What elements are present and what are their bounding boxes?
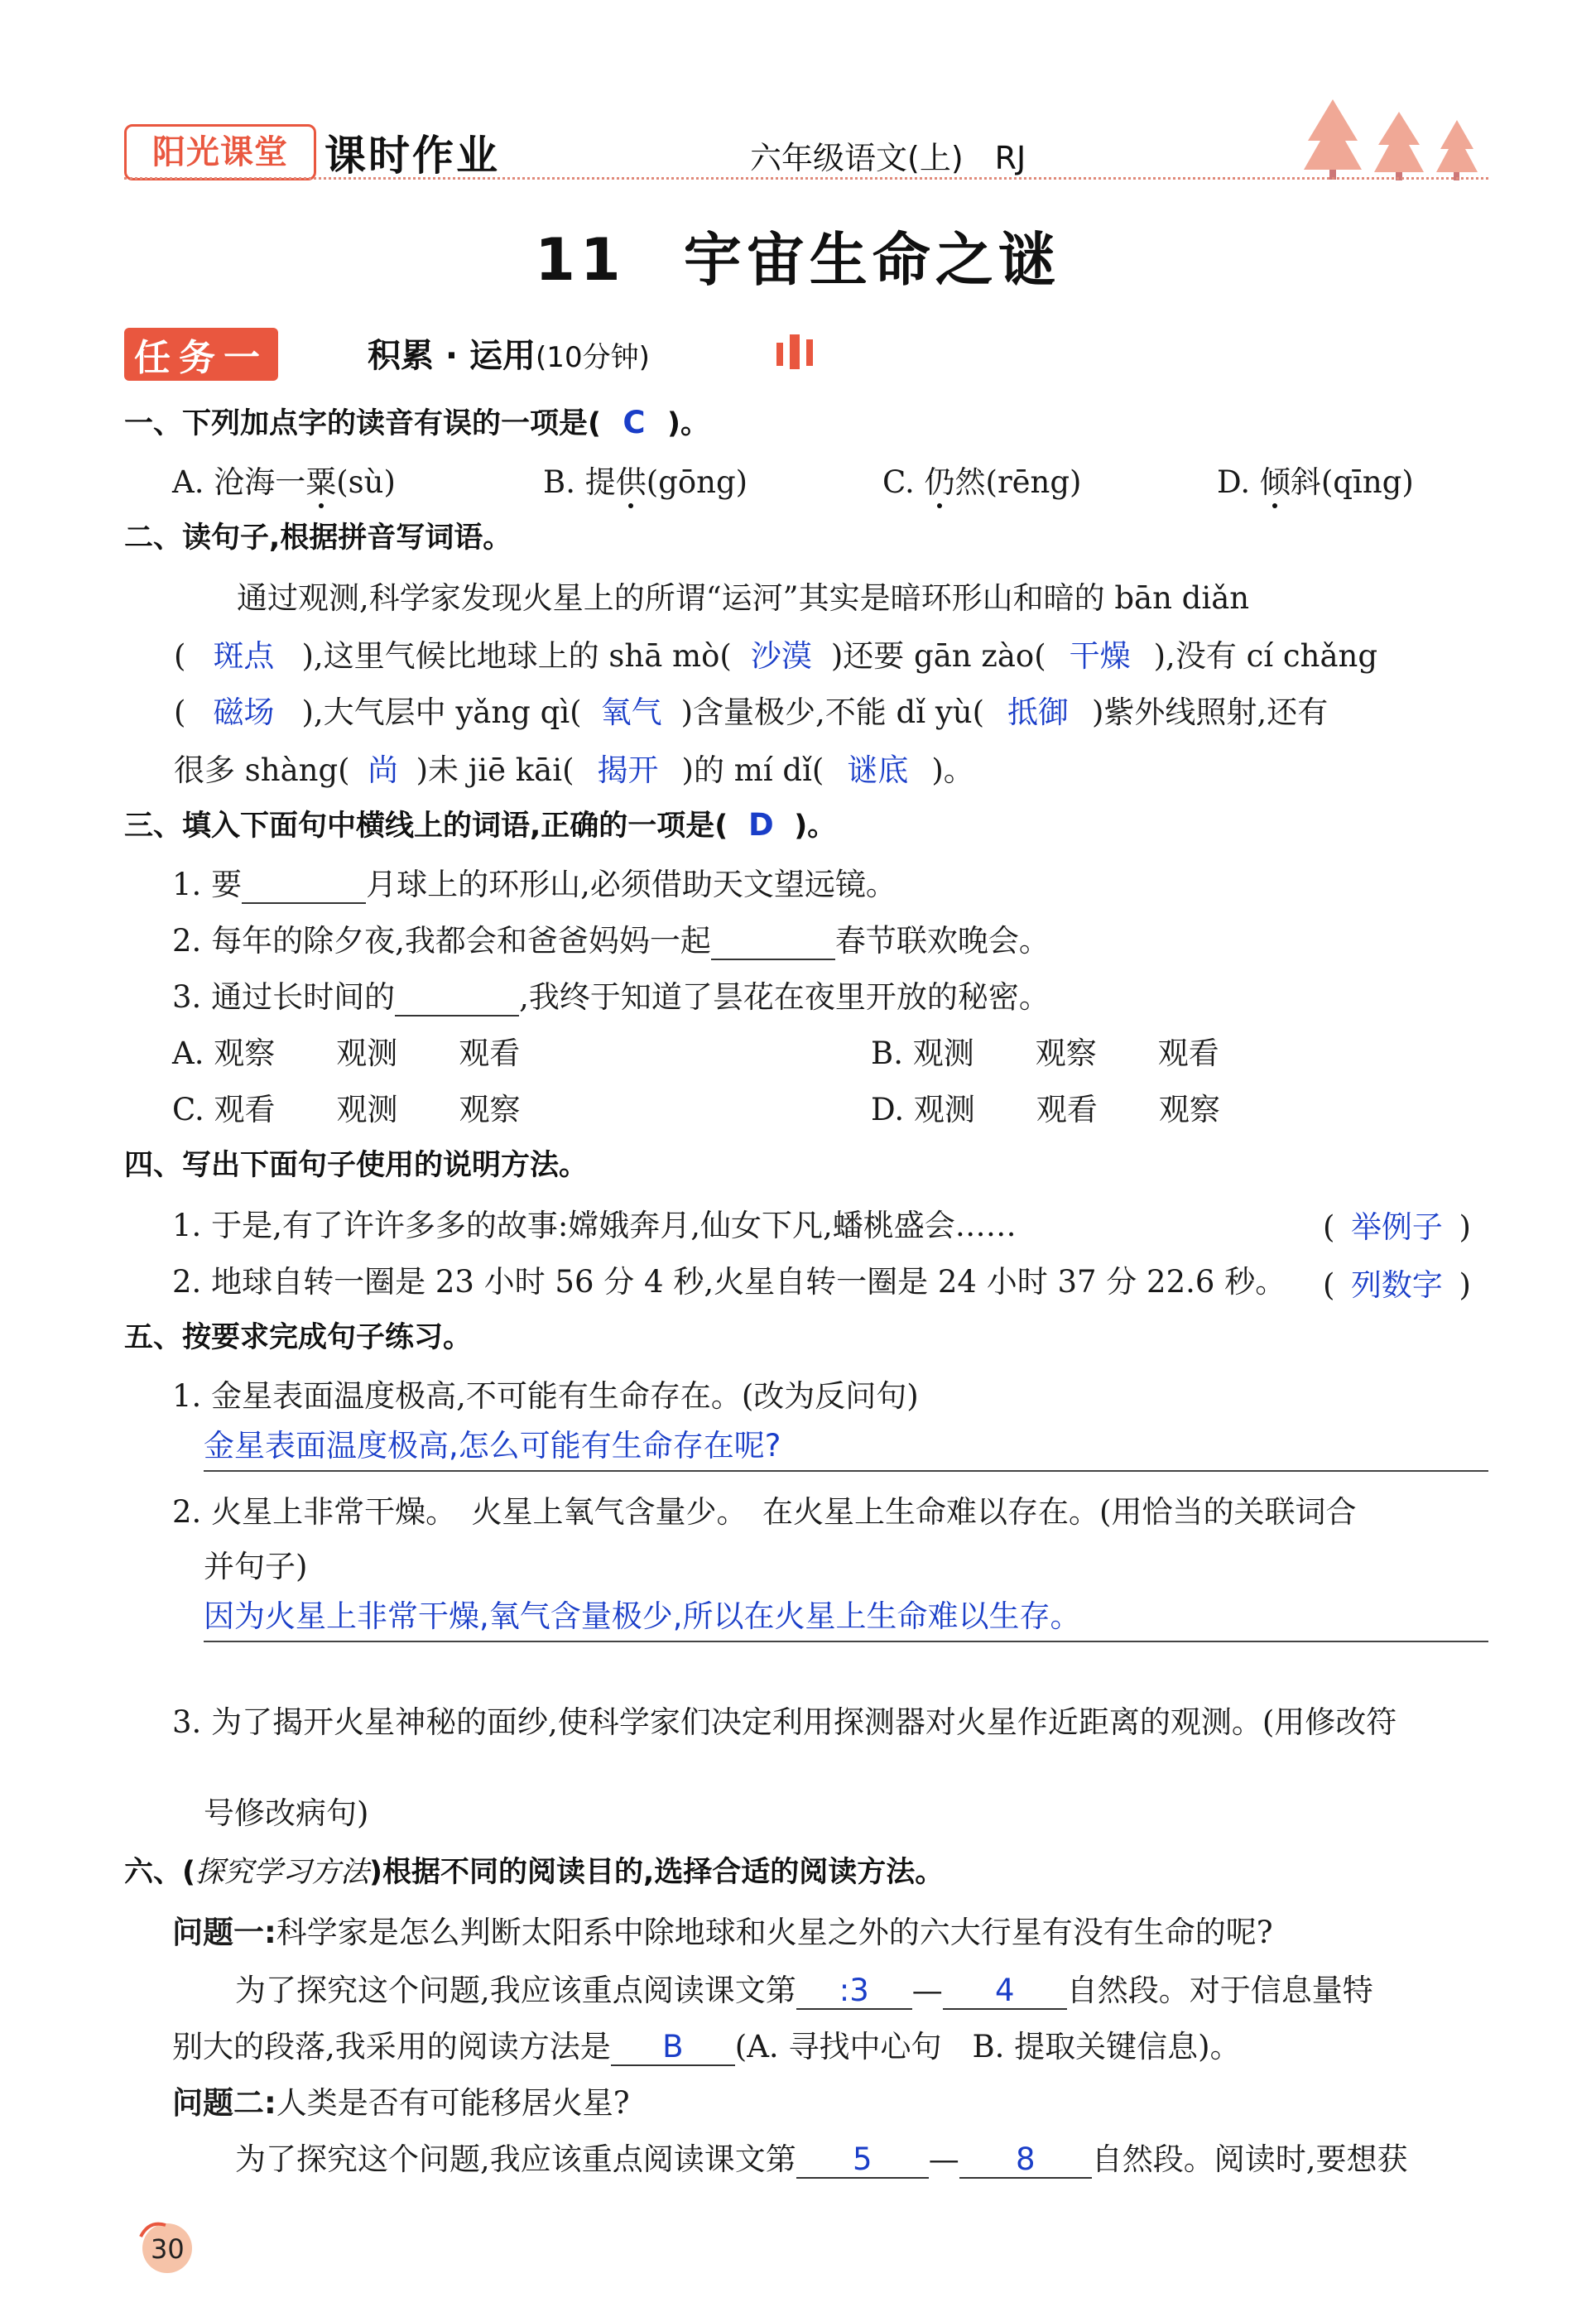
pine-trees-icon bbox=[1300, 91, 1498, 182]
grade-label: 六年级语文(上) RJ bbox=[750, 140, 1026, 176]
q6-problem-1: 问题一:科学家是怎么判断太阳系中除地球和火星之外的六大行星有没有生命的呢? bbox=[172, 1915, 1273, 1950]
q4-answer-2-box: ( 列数字 ) bbox=[1323, 1260, 1471, 1305]
q3-option-b[interactable]: B. 观测 观察 观看 bbox=[871, 1036, 1219, 1071]
series-title: 课时作业 bbox=[324, 132, 500, 180]
q3-sentence-2: 2. 每年的除夕夜,我都会和爸爸妈妈一起 春节联欢晚会。 bbox=[172, 923, 1050, 959]
answer-q5-2: 因为火星上非常干燥,氧气含量极少,所以在火星上生命难以生存。 bbox=[204, 1591, 1488, 1642]
answer-shang: 尚 bbox=[368, 752, 399, 788]
q5-sentence-3: 3. 为了揭开火星神秘的面纱,使科学家们决定利用探测器对火星作近距离的观测。(用修改符 bbox=[172, 1704, 1397, 1740]
task-title: 积累 · 运用 bbox=[368, 337, 536, 375]
question-5-stem: 五、按要求完成句子练习。 bbox=[124, 1321, 473, 1354]
q3-option-d[interactable]: D. 观测 观看 观察 bbox=[871, 1092, 1220, 1127]
answer-q6-1-from: :3 bbox=[796, 1973, 912, 2010]
task-time: (10分钟) bbox=[536, 341, 650, 374]
q1-option-d[interactable]: D. 倾斜(qīng) bbox=[1217, 464, 1414, 500]
page-number: 30 bbox=[151, 2233, 185, 2265]
q5-sentence-2: 2. 火星上非常干燥。 火星上氧气含量少。 在火星上生命难以存在。(用恰当的关联词合 bbox=[172, 1494, 1357, 1530]
question-1-stem: 一、下列加点字的读音有误的一项是( C )。 bbox=[124, 405, 709, 440]
question-2-stem: 二、读句子,根据拼音写词语。 bbox=[124, 521, 512, 555]
header-divider bbox=[124, 177, 1488, 180]
answer-q4-2: 列数字 bbox=[1350, 1267, 1443, 1303]
answer-diyu: 抵御 bbox=[1007, 695, 1069, 730]
q5-sentence-2-cont: 并句子) bbox=[204, 1549, 308, 1584]
q4-answer-1-box: ( 举例子 ) bbox=[1323, 1202, 1471, 1247]
task-badge: 任务一 bbox=[124, 328, 278, 381]
q6-problem-2-line-1: 为了探究这个问题,我应该重点阅读课文第 5 — 8 自然段。阅读时,要想获 bbox=[235, 2141, 1408, 2177]
answer-jiekai: 揭开 bbox=[597, 752, 659, 788]
answer-midi: 谜底 bbox=[847, 752, 909, 788]
answer-q4-1: 举例子 bbox=[1350, 1209, 1443, 1245]
answer-bandian: 斑点 bbox=[213, 638, 275, 674]
q6-problem-1-line-2: 别大的段落,我采用的阅读方法是 B (A. 寻找中心句 B. 提取关键信息)。 bbox=[172, 2029, 1241, 2064]
bars-icon bbox=[775, 331, 833, 372]
answer-q3: D bbox=[748, 807, 774, 843]
question-3-stem: 三、填入下面句中横线上的词语,正确的一项是( D )。 bbox=[124, 807, 837, 843]
question-4-stem: 四、写出下面句子使用的说明方法。 bbox=[124, 1149, 589, 1182]
answer-shamo: 沙漠 bbox=[750, 638, 812, 674]
q6-problem-1-line-1: 为了探究这个问题,我应该重点阅读课文第 :3 — 4 自然段。对于信息量特 bbox=[235, 1973, 1373, 2008]
q2-line-1: 通过观测,科学家发现火星上的所谓“运河”其实是暗环形山和暗的 bān diǎn bbox=[237, 580, 1250, 616]
brand-logo: 阳光课堂 bbox=[124, 124, 316, 180]
answer-q1: C bbox=[623, 405, 646, 440]
task-label bbox=[368, 329, 650, 377]
answer-cichang: 磁场 bbox=[213, 695, 275, 730]
q1-option-a[interactable]: A. 沧海一粟(sù) bbox=[172, 464, 396, 500]
q3-sentence-1: 1. 要 月球上的环形山,必须借助天文望远镜。 bbox=[172, 867, 897, 902]
lesson-number: 11 bbox=[535, 226, 626, 294]
q4-sentence-2: 2. 地球自转一圈是 23 小时 56 分 4 秒,火星自转一圈是 24 小时 37 分 22.6 秒。 bbox=[172, 1264, 1286, 1300]
q1-option-c[interactable]: C. 仍然(rēng) bbox=[882, 464, 1082, 500]
question-6-stem: 六、(探究学习方法)根据不同的阅读目的,选择合适的阅读方法。 bbox=[124, 1856, 945, 1889]
q1-option-b[interactable]: B. 提供(gōng) bbox=[543, 464, 748, 500]
q4-sentence-1: 1. 于是,有了许许多多的故事:嫦娥奔月,仙女下凡,蟠桃盛会…… bbox=[172, 1208, 1017, 1243]
q5-sentence-1: 1. 金星表面温度极高,不可能有生命存在。(改为反问句) bbox=[172, 1378, 919, 1414]
answer-yangqi: 氧气 bbox=[600, 695, 662, 730]
q2-line-4: 很多 shàng( 尚 )未 jiē kāi( 揭开 )的 mí dǐ( 谜底 )。 bbox=[174, 745, 974, 790]
answer-q6-1-method: B bbox=[611, 2029, 735, 2066]
q5-sentence-3-cont: 号修改病句) bbox=[204, 1795, 369, 1831]
q3-sentence-3: 3. 通过长时间的 ,我终于知道了昙花在夜里开放的秘密。 bbox=[172, 979, 1050, 1015]
lesson-title bbox=[0, 214, 1596, 297]
answer-q5-1: 金星表面温度极高,怎么可能有生命存在呢? bbox=[204, 1420, 1488, 1472]
answer-q6-2-from: 5 bbox=[796, 2141, 929, 2179]
q2-line-3: ( 磁场 ),大气层中 yǎng qì( 氧气 )含量极少,不能 dǐ yù( 抵御 )紫外线照射,还有 bbox=[174, 687, 1328, 732]
answer-q6-2-to: 8 bbox=[959, 2141, 1092, 2179]
q6-problem-2: 问题二:人类是否有可能移居火星? bbox=[172, 2085, 630, 2121]
question-6-tag: 探究学习方法 bbox=[195, 1856, 370, 1889]
answer-q6-1-to: 4 bbox=[943, 1973, 1067, 2010]
q3-option-c[interactable]: C. 观看 观测 观察 bbox=[172, 1092, 521, 1127]
q3-option-a[interactable]: A. 观察 观测 观看 bbox=[172, 1036, 521, 1071]
lesson-name: 宇宙生命之谜 bbox=[683, 226, 1061, 294]
q2-line-2: ( 斑点 ),这里气候比地球上的 shā mò( 沙漠 )还要 gān zào( 干燥 ),没有 cí chǎng bbox=[174, 631, 1377, 675]
answer-ganzao: 干燥 bbox=[1069, 638, 1131, 674]
